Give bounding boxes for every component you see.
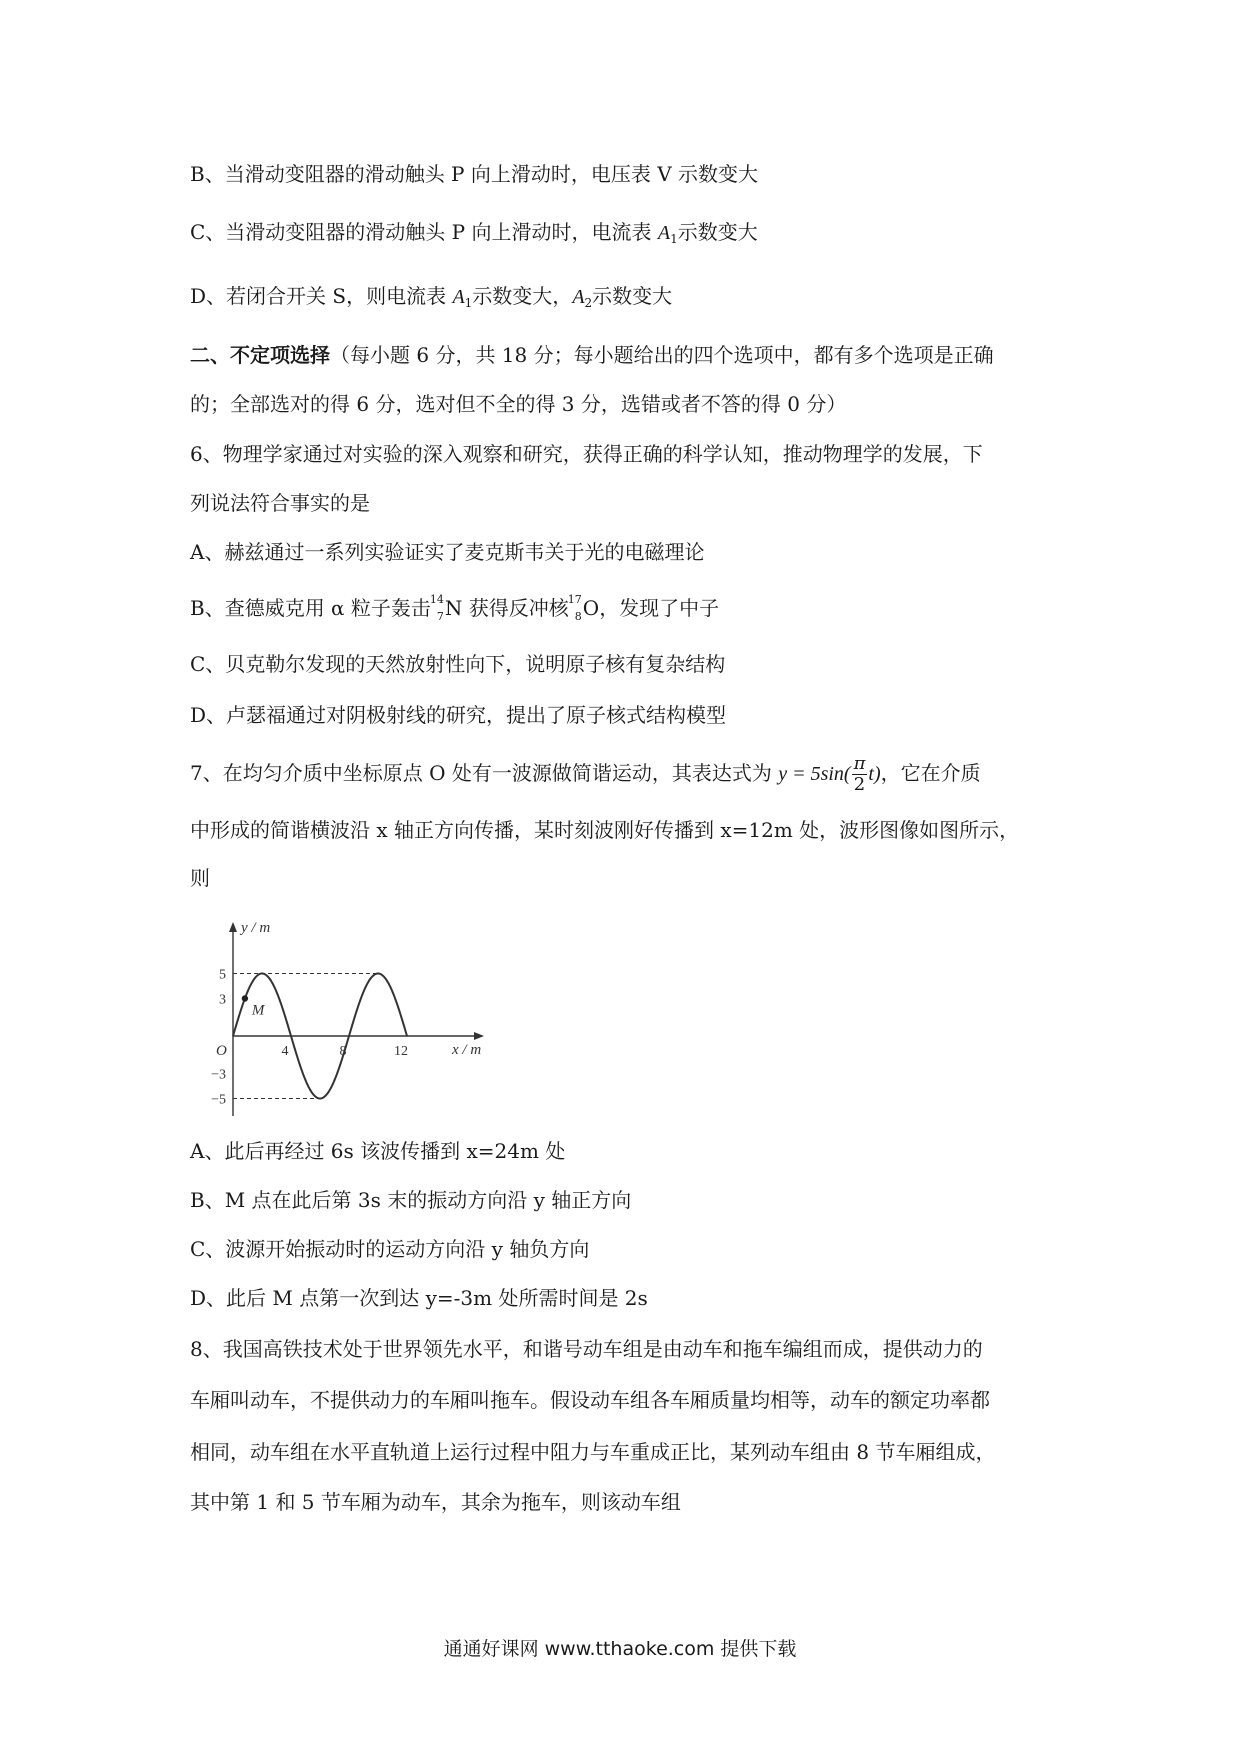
ammeter-subscript: 2 bbox=[584, 296, 593, 310]
q6-stem-line2: 列说法符合事实的是 bbox=[190, 491, 370, 515]
q5-option-c-text: C、当滑动变阻器的滑动触头 P 向上滑动时，电流表 bbox=[190, 220, 658, 244]
formula-rhs: t) bbox=[868, 763, 881, 785]
q5-option-c bbox=[190, 220, 758, 251]
oxygen-nuclide-indices bbox=[567, 593, 583, 623]
footer-source: 通通好课网 www.tthaoke.com 提供下载 bbox=[443, 1638, 797, 1660]
formula-lhs: y = 5sin( bbox=[778, 763, 851, 785]
q6-option-c: C、贝克勒尔发现的天然放射性向下，说明原子核有复杂结构 bbox=[190, 652, 726, 676]
ammeter-symbol: A bbox=[452, 286, 465, 308]
q5-option-c-tail: 示数变大 bbox=[677, 220, 758, 244]
q7-stem-tail: ，它在介质 bbox=[880, 761, 981, 785]
y-tick-label: 3 bbox=[219, 992, 226, 1008]
ammeter-symbol: A bbox=[657, 222, 671, 244]
x-tick-label: 12 bbox=[394, 1044, 408, 1059]
q8-stem: 8、我国高铁技术处于世界领先水平，和谐号动车组是由动车和拖车编组而成，提供动力的 bbox=[190, 1337, 983, 1361]
mass-number: 17 bbox=[567, 593, 582, 606]
q7-option-b: B、M 点在此后第 3s 末的振动方向沿 y 轴正方向 bbox=[190, 1188, 632, 1212]
fraction-numerator: π bbox=[853, 753, 866, 774]
q7-option-d: D、此后 M 点第一次到达 y=-3m 处所需时间是 2s bbox=[190, 1286, 648, 1310]
q5-option-d-mid: 示数变大， bbox=[472, 284, 573, 308]
section-2-description-line2: 的；全部选对的得 6 分，选对但不全的得 3 分，选错或者不答的得 0 分） bbox=[190, 392, 847, 416]
fraction-denominator: 2 bbox=[853, 774, 866, 795]
charge-number: 7 bbox=[436, 610, 444, 623]
q5-option-d-tail: 示数变大 bbox=[592, 284, 673, 308]
q7-option-a: A、此后再经过 6s 该波传播到 x=24m 处 bbox=[190, 1139, 566, 1163]
q8-stem-line2: 车厢叫动车，不提供动力的车厢叫拖车。假设动车组各车厢质量均相等，动车的额定功率都 bbox=[190, 1388, 990, 1412]
x-axis-label: x / m bbox=[452, 1042, 482, 1058]
oxygen-symbol: O bbox=[582, 596, 600, 620]
q8-stem-line4: 其中第 1 和 5 节车厢为动车，其余为拖车，则该动车组 bbox=[190, 1490, 681, 1514]
nitrogen-symbol: N bbox=[444, 596, 463, 620]
nitrogen-nuclide-indices bbox=[429, 593, 445, 623]
q7-stem-text: 7、在均匀介质中坐标原点 O 处有一波源做简谐运动，其表达式为 bbox=[190, 761, 779, 785]
charge-number: 8 bbox=[574, 610, 582, 623]
point-m-marker bbox=[242, 995, 248, 1001]
x-tick-label: 8 bbox=[339, 1044, 347, 1059]
q6-option-b-tail: ，发现了中子 bbox=[599, 596, 720, 620]
y-tick-label: −5 bbox=[211, 1092, 226, 1108]
ammeter-symbol: A bbox=[572, 286, 585, 308]
q5-option-d bbox=[190, 284, 672, 315]
point-m-label: M bbox=[251, 1002, 265, 1019]
q6-option-b-text: B、查德威克用 α 粒子轰击 bbox=[190, 596, 431, 620]
origin-label: O bbox=[216, 1043, 227, 1059]
wave-graph bbox=[190, 918, 500, 1128]
q7-option-c: C、波源开始振动时的运动方向沿 y 轴负方向 bbox=[190, 1237, 590, 1261]
section-2-title: 二、不定项选择 bbox=[190, 343, 330, 367]
q6-option-a: A、赫兹通过一系列实验证实了麦克斯韦关于光的电磁理论 bbox=[190, 540, 705, 564]
q6-option-b-mid: 获得反冲核 bbox=[462, 596, 569, 620]
y-axis-label: y / m bbox=[241, 920, 271, 936]
q7-stem bbox=[190, 754, 981, 795]
y-tick-label: −3 bbox=[211, 1067, 226, 1083]
q6-stem: 6、物理学家通过对实验的深入观察和研究，获得正确的科学认知，推动物理学的发展，下 bbox=[190, 442, 983, 466]
section-2-header bbox=[190, 343, 994, 367]
q5-option-b: B、当滑动变阻器的滑动触头 P 向上滑动时，电压表 V 示数变大 bbox=[190, 162, 759, 186]
x-axis-arrow bbox=[474, 1032, 484, 1040]
y-tick-label: 5 bbox=[219, 967, 226, 983]
x-tick-label: 4 bbox=[281, 1044, 289, 1059]
ammeter-subscript: 1 bbox=[464, 296, 473, 310]
q5-option-d-text: D、若闭合开关 S，则电流表 bbox=[190, 284, 453, 308]
q6-option-d: D、卢瑟福通过对阴极射线的研究，提出了原子核式结构模型 bbox=[190, 703, 727, 727]
ammeter-subscript: 1 bbox=[670, 232, 678, 246]
section-2-description: （每小题 6 分，共 18 分；每小题给出的四个选项中，都有多个选项是正确 bbox=[330, 343, 994, 367]
q8-stem-line3: 相同，动车组在水平直轨道上运行过程中阻力与车重成正比，某列动车组由 8 节车厢组成， bbox=[190, 1440, 996, 1464]
y-axis-arrow bbox=[229, 922, 237, 932]
mass-number: 14 bbox=[429, 593, 444, 606]
q7-stem-line3: 则 bbox=[190, 866, 210, 890]
formula-fraction bbox=[852, 754, 868, 795]
q7-stem-line2: 中形成的简谐横波沿 x 轴正方向传播，某时刻波刚好传播到 x=12m 处，波形图像如图所示， bbox=[190, 818, 1020, 842]
q6-option-b bbox=[190, 593, 720, 623]
